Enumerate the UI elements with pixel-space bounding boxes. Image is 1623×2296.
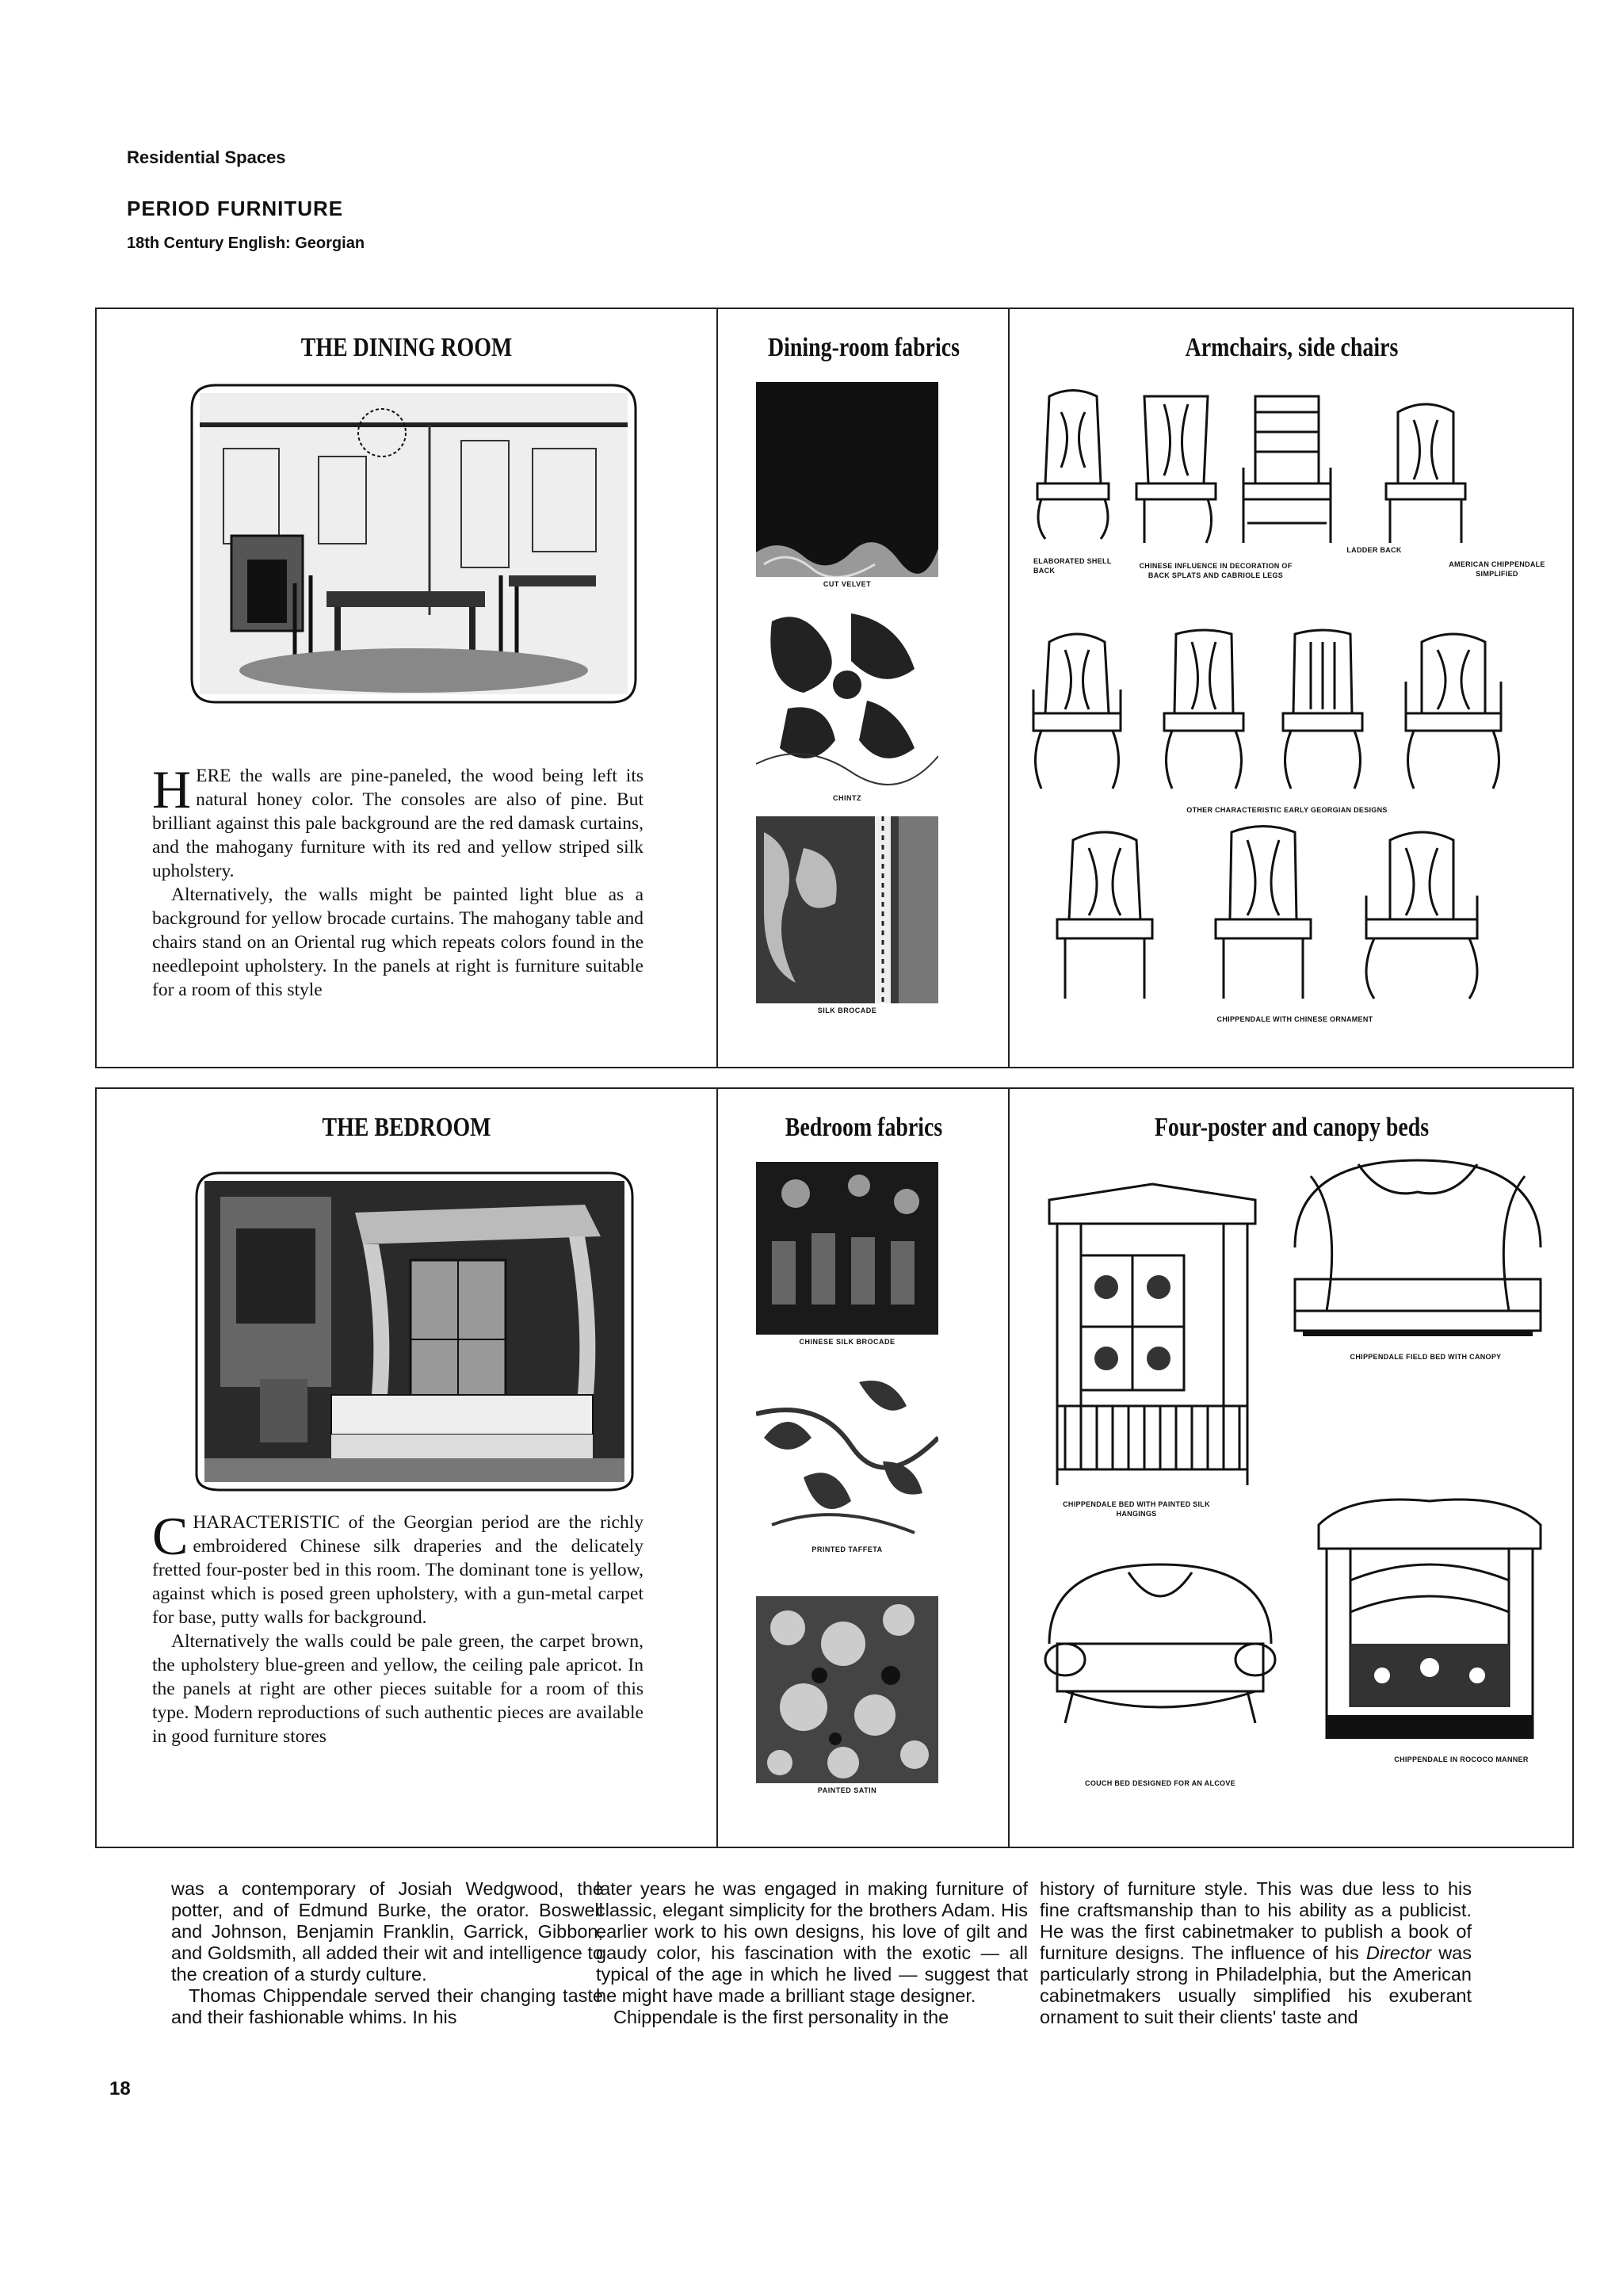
field-bed-canopy-illustration [1279, 1152, 1556, 1343]
lead-word: ERE [196, 766, 231, 786]
four-poster-bed-illustration [1033, 1168, 1271, 1501]
footer-col2-paragraph-1: later years he was engaged in making furniture of classic, elegant simplicity for the brothers Adam. His earlier work to his own designs, his love of gilt and gaudy color, his fascination with the exotic — all typical of the age in which he lived — suggest that he might have made a brilliant stage designer. [596, 1878, 1028, 2006]
bedroom-column [97, 1089, 716, 1847]
section-label: Residential Spaces [127, 147, 286, 167]
fabric-swatch-silk-brocade [756, 816, 938, 1014]
chair-caption-other-designs: OTHER CHARACTERISTIC EARLY GEORGIAN DESIGNS [1186, 806, 1388, 814]
bedroom-paragraph-2: Alternatively the walls could be pale green, the carpet brown, the upholstery blue-green and yellow, the ceiling pale apricot. In the panels at right are other pieces suitable for a room of this type. Modern reproductions of such authentic pieces are available in good furniture stores [152, 1631, 643, 1747]
chair-caption-elaborated: ELABORATED SHELL BACK [1033, 557, 1112, 575]
footer-column-3 [1040, 1878, 1472, 2028]
dining-chairs-heading: Armchairs, side chairs [1185, 333, 1399, 362]
dropcap: H [152, 759, 192, 819]
footer-col1-paragraph-1: was a contemporary of Josiah Wedgwood, the potter, and of Edmund Burke, the orator. Boswell and Johnson, Benjamin Franklin, Garrick, Gibbon, and Goldsmith, all added their wit and intelligence to the creation of a sturdy culture. [171, 1878, 603, 1985]
page-title: PERIOD FURNITURE [127, 197, 344, 220]
bed-caption-rococo: CHIPPENDALE IN ROCOCO MANNER [1394, 1755, 1529, 1763]
chair-caption-ladder-back: LADDER BACK [1346, 546, 1402, 554]
footer-col3-text-a: history of furniture style. This was due less to his fine craftsmanship than to his ability as a publicist. He was the first cabinetmaker to publish a book of furniture designs. The influence of his [1040, 1878, 1472, 1963]
chair-caption-chinese-ornament: CHIPPENDALE WITH CHINESE ORNAMENT [1216, 1015, 1373, 1023]
dining-fabrics-heading: Dining-room fabrics [768, 333, 960, 362]
chairs-row-2-illustration [1025, 626, 1564, 800]
dining-room-column [97, 309, 716, 1067]
couch-bed-illustration [1033, 1549, 1287, 1731]
dining-room-illustration [176, 377, 651, 710]
fabric-swatch-cut-velvet [756, 382, 938, 588]
fabric-caption: CHINESE SILK BROCADE [799, 1338, 896, 1346]
bedroom-illustration [173, 1165, 656, 1498]
lead-word: HARACTERISTIC [193, 1512, 340, 1533]
dining-chairs-column [1008, 309, 1574, 1067]
dining-paragraph-2: Alternatively, the walls might be painted light blue as a background for yellow brocade curtains. The mahogany table and chairs stand on an Oriental rug which repeats colors found in the needlepoint upholstery. In the panels at right is furniture suitable for a room of this style [152, 884, 643, 1000]
fabric-caption: SILK BROCADE [817, 1007, 877, 1014]
bedroom-panel [95, 1087, 1574, 1848]
dining-room-panel [95, 308, 1574, 1068]
chairs-row-1-illustration [1025, 388, 1564, 547]
bedroom-fabrics-column [716, 1089, 1010, 1847]
footer-col3-text-b: was particularly strong in Philadelphia, but the American cabinetmakers usually simplified his exuberant ornament to suit their clients' taste and [1040, 1943, 1472, 2027]
page-subtitle: 18th Century English: Georgian [127, 235, 365, 252]
footer-col3-paragraph-1 [1040, 1878, 1472, 2028]
fabric-caption: CHINTZ [833, 794, 861, 802]
bedroom-paragraph-1: of the Georgian period are the richly embroidered Chinese silk draperies and the delicately fretted four-poster bed in this room. The dominant tone is yellow, against which is posed green upholstery, with a gun-metal carpet for base, putty walls for background. [152, 1512, 643, 1628]
dining-paragraph-1: the walls are pine-paneled, the wood being left its natural honey color. The consoles are also of pine. But brilliant against this pale background are the red damask curtains, and the mahogany furniture with its red and yellow striped silk upholstery. [152, 766, 643, 881]
fabric-caption: PRINTED TAFFETA [812, 1545, 883, 1553]
chair-caption-chinese-influence: CHINESE INFLUENCE IN DECORATION OF BACK SPLATS AND CABRIOLE LEGS [1139, 562, 1293, 579]
bedroom-fabrics-heading: Bedroom fabrics [785, 1113, 943, 1142]
footer-column-2 [596, 1878, 1028, 2028]
rococo-bed-illustration [1303, 1485, 1556, 1747]
fabric-swatch-printed-taffeta [756, 1366, 938, 1557]
dining-room-text [152, 759, 643, 1002]
fabric-caption: PAINTED SATIN [817, 1786, 877, 1794]
bedroom-heading: THE BEDROOM [322, 1113, 491, 1142]
chairs-row-3-illustration [1041, 824, 1533, 1007]
fabric-caption: CUT VELVET [823, 580, 872, 588]
footer-col2-paragraph-2: Chippendale is the first personality in the [613, 2007, 949, 2027]
dropcap: C [152, 1506, 189, 1566]
beds-heading: Four-poster and canopy beds [1154, 1113, 1430, 1142]
bedroom-text [152, 1506, 643, 1748]
page-number: 18 [109, 2078, 131, 2099]
footer-col1-paragraph-2: Thomas Chippendale served their changing taste and their fashionable whims. In his [171, 1985, 603, 2027]
bed-caption-couch: COUCH BED DESIGNED FOR AN ALCOVE [1085, 1779, 1235, 1787]
fabric-swatch-chinese-silk-brocade [756, 1162, 938, 1352]
fabric-swatch-painted-satin [756, 1596, 938, 1794]
footer-column-1 [171, 1878, 603, 2028]
footer-col3-italic: Director [1365, 1943, 1432, 1963]
fabric-swatch-chintz [756, 606, 938, 804]
bed-caption-field-bed: CHIPPENDALE FIELD BED WITH CANOPY [1350, 1353, 1502, 1361]
beds-column [1008, 1089, 1574, 1847]
chair-caption-american: AMERICAN CHIPPENDALE SIMPLIFIED [1449, 560, 1545, 578]
dining-fabrics-column [716, 309, 1010, 1067]
dining-room-heading: THE DINING ROOM [300, 333, 513, 362]
bed-caption-silk-hangings: CHIPPENDALE BED WITH PAINTED SILK HANGINGS [1063, 1500, 1210, 1518]
